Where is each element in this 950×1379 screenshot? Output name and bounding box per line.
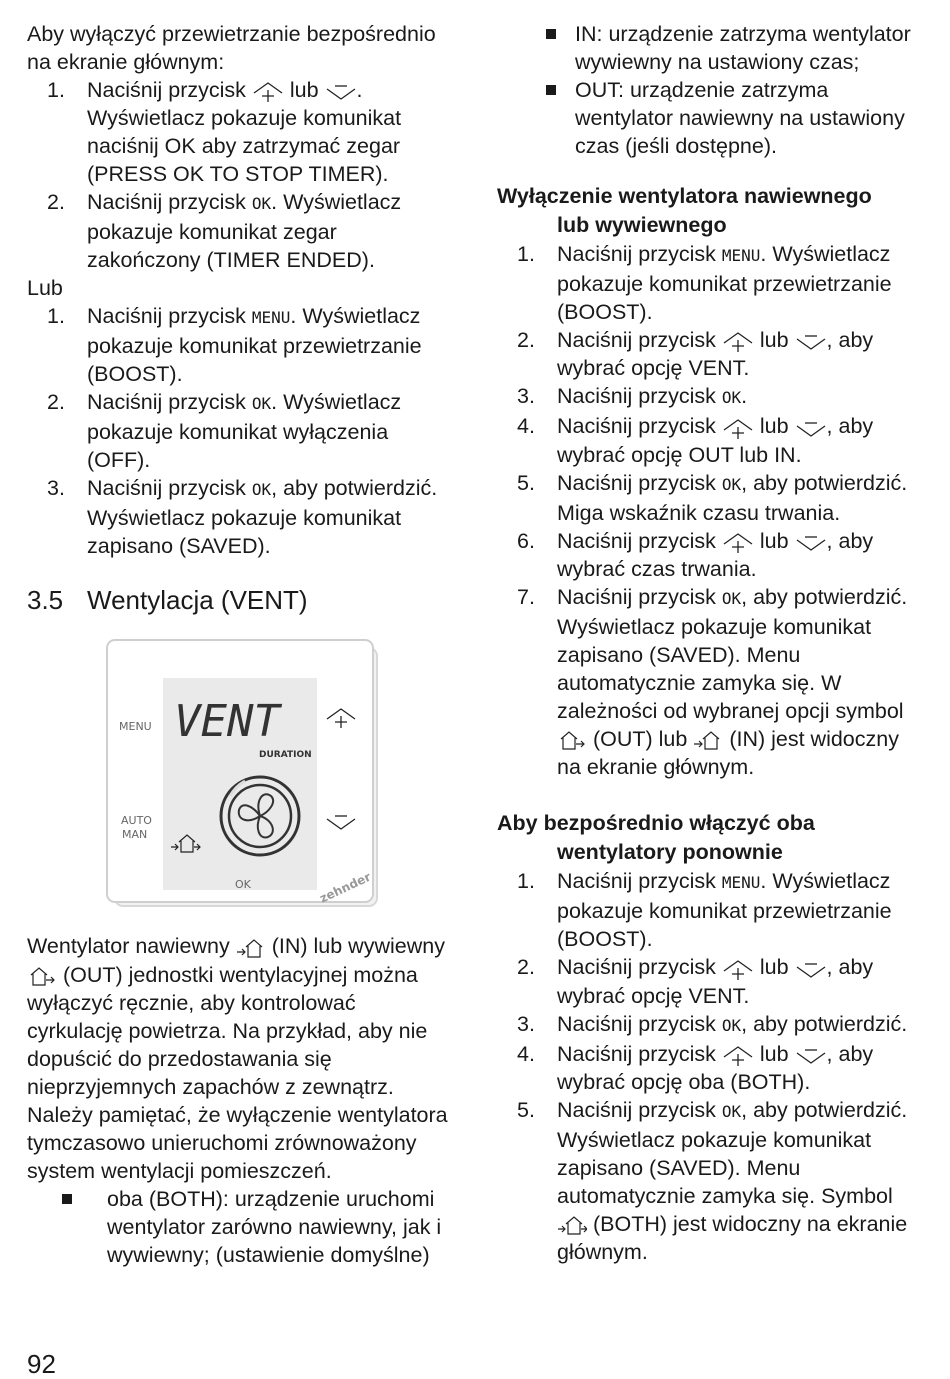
minus-down-icon xyxy=(795,529,827,555)
ok-key-icon: OK xyxy=(251,194,272,214)
subheading: Aby bezpośrednio włączyć oba wentylatory ponownie xyxy=(497,811,815,865)
list-item: 1. Naciśnij przycisk MENU. Wyświetlacz pokazuje komunikat przewietrzanie (BOOST). xyxy=(47,304,422,387)
list-item: 7. Naciśnij przycisk OK, aby potwierdzić. Wyświetlacz pokazuje komunikat zapisano (SAVED). Menu automatycznie zamyka się. W zależności od wybranej opcji symbol (OUT) lub (IN) jest widoczny na ekranie głównym. xyxy=(517,584,908,780)
list-item: 3. Naciśnij przycisk OK. xyxy=(517,384,748,409)
plus-up-icon xyxy=(252,78,284,104)
bullet-icon xyxy=(546,85,556,95)
left-column xyxy=(27,20,452,1269)
list-item: 5. Naciśnij przycisk OK, aby potwierdzić. Wyświetlacz pokazuje komunikat zapisano (SAVED). Menu automatycznie zamyka się. Symbol (BOTH) jest widoczny na ekranie głównym. xyxy=(517,1097,908,1265)
list-item: 4. Naciśnij przycisk lub , aby wybrać opcję oba (BOTH). xyxy=(517,1041,874,1094)
ok-key-icon: OK xyxy=(251,480,272,500)
minus-down-icon xyxy=(795,415,827,441)
bullet-list xyxy=(27,1185,452,1269)
ok-key-icon: OK xyxy=(721,588,742,608)
or-text: Lub xyxy=(27,276,63,301)
out-icon xyxy=(27,963,57,989)
intro-text: Aby wyłączyć przewietrzanie bezpośrednio na ekranie głównym: xyxy=(27,22,436,74)
bullet-list xyxy=(497,20,927,160)
menu-key-icon: MENU xyxy=(721,246,761,265)
list-item: 2. Naciśnij przycisk OK. Wyświetlacz pokazuje komunikat wyłączenia (OFF). xyxy=(47,390,402,473)
list-item: 2. Naciśnij przycisk OK. Wyświetlacz pokazuje komunikat zegar zakończony (TIMER ENDED). xyxy=(47,190,402,273)
list-item: oba (BOTH): urządzenie uruchomi wentylator zarówno nawiewny, jak i wywiewny; (ustawienie domyślne) xyxy=(27,1185,452,1269)
ok-key-icon: OK xyxy=(721,474,742,494)
minus-down-icon xyxy=(795,956,827,982)
list-item: 6. Naciśnij przycisk lub , aby wybrać czas trwania. xyxy=(517,528,874,581)
man-label: MAN xyxy=(122,828,148,842)
auto-label: AUTO xyxy=(121,814,152,828)
right-column xyxy=(497,20,927,1266)
list-item: 3. Naciśnij przycisk OK, aby potwierdzić. xyxy=(517,1011,908,1036)
ok-key-icon: OK xyxy=(721,1015,742,1035)
minus-down-icon xyxy=(325,78,357,104)
duration-label: DURATION xyxy=(259,750,312,761)
list-item: OUT: urządzenie zatrzyma wentylator nawiewny na ustawiony czas (jeśli dostępne). xyxy=(497,76,927,160)
both-icon xyxy=(557,1212,587,1238)
plus-up-icon xyxy=(722,415,754,441)
bullet-icon xyxy=(546,29,556,39)
ok-key-icon: OK xyxy=(721,388,742,408)
in-icon xyxy=(693,727,723,753)
plus-up-icon xyxy=(722,328,754,354)
minus-down-icon xyxy=(795,328,827,354)
plus-up-icon xyxy=(722,529,754,555)
ok-label: OK xyxy=(235,878,251,892)
list-item: IN: urządzenie zatrzyma wentylator wywiewny na ustawiony czas; xyxy=(497,20,927,76)
list-item: 4. Naciśnij przycisk lub , aby wybrać opcję OUT lub IN. xyxy=(517,414,874,467)
bullet-icon xyxy=(62,1194,72,1204)
steps-list-c xyxy=(497,240,927,781)
paragraph: Wentylator nawiewny (IN) lub wywiewny (OUT) jednostki wentylacyjnej można wyłączyć ręcznie, aby kontrolować cyrkulację powietrza. Na przykład, aby nie dopuścić do przedostawania się nieprzyjemnych zapachów z zewnątrz. Należy pamiętać, że wyłączenie wentylatora tymczasowo unieruchomi zrównoważony system wentylacji pomieszczeń. xyxy=(27,934,448,1183)
plus-up-icon xyxy=(722,956,754,982)
steps-list-d xyxy=(497,867,927,1266)
list-item: 1. Naciśnij przycisk MENU. Wyświetlacz pokazuje komunikat przewietrzanie (BOOST). xyxy=(517,869,892,952)
controller-illustration xyxy=(105,638,380,910)
ok-key-icon: OK xyxy=(251,394,272,414)
list-item: 1. Naciśnij przycisk MENU. Wyświetlacz pokazuje komunikat przewietrzanie (BOOST). xyxy=(517,242,892,324)
menu-key-icon: MENU xyxy=(721,873,761,893)
ok-key-icon: OK xyxy=(721,1101,742,1121)
page-number: 92 xyxy=(27,1349,56,1379)
display-vent-text: VENT xyxy=(174,696,280,748)
out-icon xyxy=(557,727,587,753)
menu-label: MENU xyxy=(119,720,152,734)
menu-key-icon: MENU xyxy=(251,308,291,328)
subheading: Wyłączenie wentylatora nawiewnego lub wywiewnego xyxy=(497,184,872,237)
list-item: 5. Naciśnij przycisk OK, aby potwierdzić. Miga wskaźnik czasu trwania. xyxy=(517,470,908,525)
plus-up-icon xyxy=(722,1042,754,1068)
list-item: 1. Naciśnij przycisk lub . Wyświetlacz pokazuje komunikat naciśnij OK aby zatrzymać zegar (PRESS OK TO STOP TIMER). xyxy=(47,78,402,187)
list-item: 3. Naciśnij przycisk OK, aby potwierdzić. Wyświetlacz pokazuje komunikat zapisano (SAVED). xyxy=(47,476,438,559)
list-item: 2. Naciśnij przycisk lub , aby wybrać opcję VENT. xyxy=(517,328,874,381)
in-icon xyxy=(236,935,266,961)
list-item: 2. Naciśnij przycisk lub , aby wybrać opcję VENT. xyxy=(517,955,874,1008)
section-heading: 3.5 Wentylacja (VENT) xyxy=(27,585,308,616)
steps-list-b xyxy=(27,302,452,560)
brand-logo: zehnder xyxy=(317,870,374,906)
steps-list-a xyxy=(27,76,452,274)
minus-down-icon xyxy=(795,1042,827,1068)
